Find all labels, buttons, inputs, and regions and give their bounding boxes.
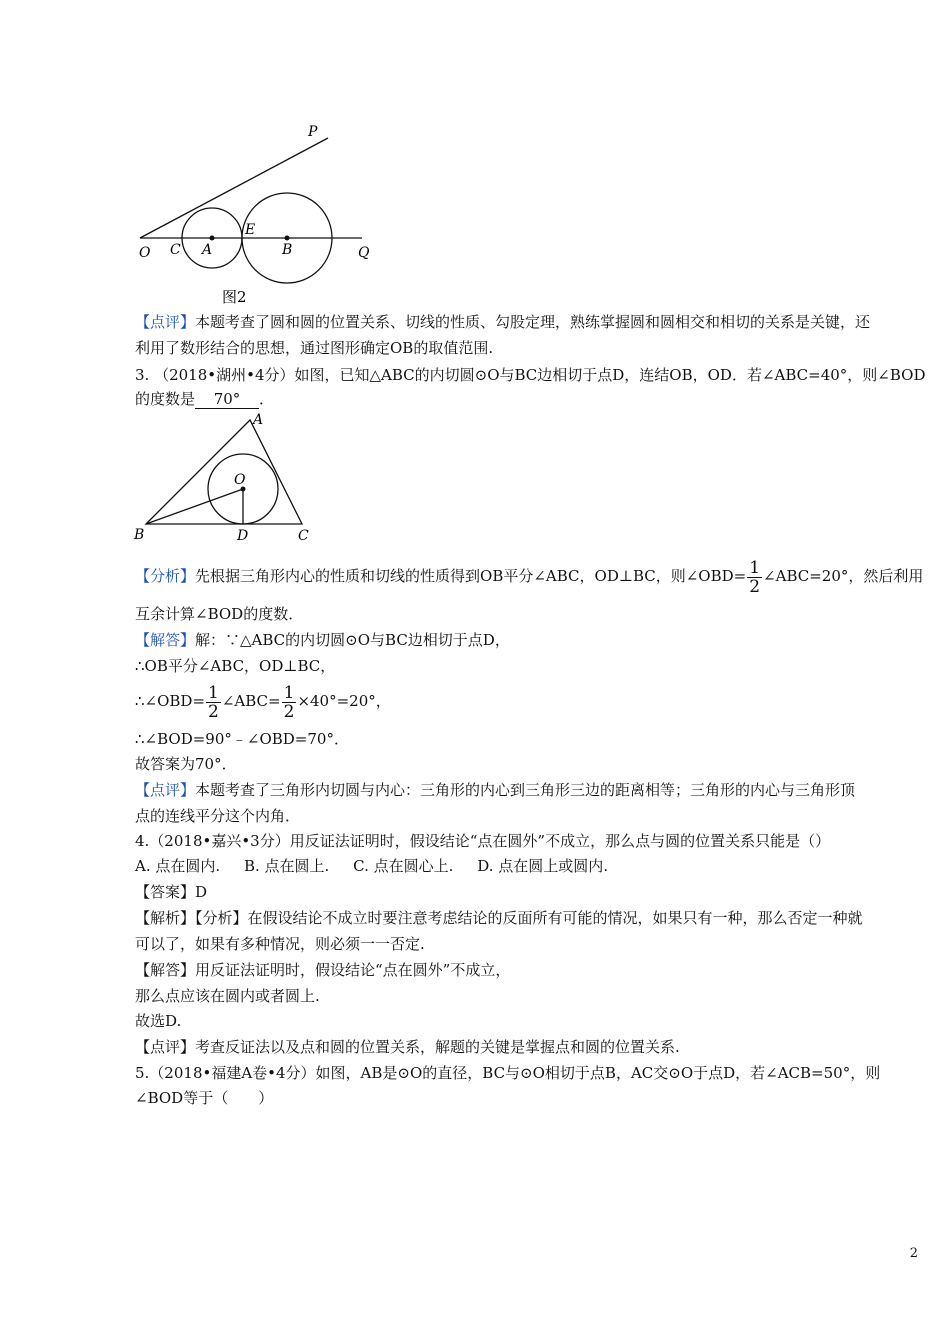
label-p: P bbox=[308, 124, 318, 140]
label-e: E bbox=[245, 222, 256, 238]
question-4-analysis-line-2: 可以了，如果有多种情况，则必须一一否定. bbox=[135, 935, 425, 953]
fraction-one-half bbox=[206, 684, 221, 721]
label-q: Q bbox=[358, 245, 370, 261]
label-o: O bbox=[139, 245, 151, 261]
fraction-numerator: 1 bbox=[208, 682, 219, 703]
review-2-line-2: 点的连线平分这个内角． bbox=[135, 807, 301, 825]
review-2-line-1 bbox=[135, 780, 855, 800]
review-text: 本题考查了圆和圆的位置关系、切线的性质、勾股定理，熟练掌握圆和圆相交和相切的关系是关键，还 bbox=[195, 313, 871, 331]
review-1-line-2: 利用了数形结合的思想，通过图形确定OB的取值范围. bbox=[135, 339, 494, 357]
question-4-review: 【点评】考查反证法以及点和圆的位置关系，解题的关键是掌握点和圆的位置关系. bbox=[135, 1038, 680, 1056]
label-b: B bbox=[282, 242, 293, 258]
stem-prefix: 的度数是 bbox=[135, 390, 196, 408]
question-3-stem-line-1: 3. （2018•湖州•4分）如图，已知△ABC的内切圆⊙O与BC边相切于点D，连结OB，OD．若∠ABC=40°，则∠BOD bbox=[135, 366, 926, 384]
label-c: C bbox=[298, 528, 309, 544]
page-number: 2 bbox=[909, 1246, 918, 1261]
label-b: B bbox=[134, 527, 145, 543]
figure-2-circles-tangent bbox=[130, 118, 390, 308]
analysis-text-a: 先根据三角形内心的性质和切线的性质得到OB平分∠ABC，OD⊥BC，则∠OBD= bbox=[195, 567, 747, 585]
solution-line-1 bbox=[135, 630, 510, 650]
fraction-one-half bbox=[282, 684, 297, 721]
analysis-tag: 【分析】 bbox=[135, 567, 196, 585]
question-4-answer: 【答案】D bbox=[135, 883, 208, 901]
triangle-abc bbox=[146, 420, 302, 524]
review-tag: 【点评】 bbox=[135, 313, 196, 331]
question-4-options: A. 点在圆内. B. 点在圆上. C. 点在圆心上. D. 点在圆上或圆内. bbox=[135, 857, 609, 875]
stem-suffix: ． bbox=[259, 390, 275, 408]
review-tag: 【点评】 bbox=[135, 781, 196, 799]
question-4-analysis-line-1: 【解析】【分析】在假设结论不成立时要注意考虑结论的反面所有可能的情况，如果只有一种，那么否定一种就 bbox=[135, 909, 863, 927]
solution-text: 解：∵△ABC的内切圆⊙O与BC边相切于点D， bbox=[195, 631, 510, 649]
fraction-numerator: 1 bbox=[749, 557, 761, 578]
segment-ob bbox=[146, 489, 243, 524]
label-a: A bbox=[202, 242, 213, 258]
figure-triangle-incircle bbox=[128, 408, 328, 548]
solution-3-part-b: ∠ABC= bbox=[221, 692, 281, 710]
analysis-line-2: 互余计算∠BOD的度数． bbox=[135, 605, 304, 623]
label-o: O bbox=[234, 472, 246, 488]
review-text: 本题考查了三角形内切圆与内心：三角形的内心到三角形三边的距离相等；三角形的内心与三角形顶 bbox=[195, 781, 856, 799]
tangent-line-op bbox=[140, 138, 328, 238]
solution-line-5: 故答案为70°． bbox=[135, 755, 237, 773]
solution-tag: 【解答】 bbox=[135, 631, 196, 649]
analysis-text-b: ∠ABC=20°，然后利用 bbox=[763, 567, 924, 585]
question-5-stem-line-2: ∠BOD等于（ ） bbox=[135, 1089, 274, 1107]
answer-blank: 70° bbox=[195, 391, 259, 409]
label-d: D bbox=[237, 528, 249, 544]
fraction-numerator: 1 bbox=[283, 682, 295, 703]
figure-caption: 图2 bbox=[222, 288, 247, 306]
fraction-denominator: 2 bbox=[749, 576, 761, 597]
review-1-line-1 bbox=[135, 312, 870, 332]
solution-line-3 bbox=[135, 683, 391, 721]
question-4-stem: 4.（2018•嘉兴•3分）用反证法证明时，假设结论“点在圆外”不成立，那么点与圆的位置关系只能是（） bbox=[135, 832, 831, 850]
fraction-denominator: 2 bbox=[208, 701, 219, 722]
question-4-solution-line-1: 【解答】用反证法证明时，假设结论“点在圆外”不成立， bbox=[135, 961, 511, 979]
question-4-solution-line-2: 那么点应该在圆内或者圆上. bbox=[135, 987, 320, 1005]
question-4-solution-line-3: 故选D. bbox=[135, 1012, 182, 1030]
label-c: C bbox=[170, 242, 181, 258]
solution-3-part-c: ×40°=20°， bbox=[297, 692, 391, 710]
solution-line-2: ∴OB平分∠ABC，OD⊥BC， bbox=[135, 657, 336, 675]
center-b bbox=[285, 236, 290, 241]
analysis-line-1 bbox=[135, 558, 923, 596]
solution-line-4: ∴∠BOD=90°﹣∠OBD=70°． bbox=[135, 730, 349, 748]
label-a: A bbox=[253, 412, 264, 428]
center-a bbox=[210, 236, 215, 241]
solution-3-part-a: ∴∠OBD= bbox=[135, 692, 206, 710]
question-5-stem-line-1: 5.（2018•福建A卷•4分）如图，AB是⊙O的直径，BC与⊙O相切于点B，AC交⊙O于点D，若∠ACB=50°，则 bbox=[135, 1064, 881, 1082]
question-3-stem-line-2 bbox=[135, 389, 274, 409]
fraction-one-half bbox=[747, 559, 762, 596]
fraction-denominator: 2 bbox=[283, 701, 295, 722]
